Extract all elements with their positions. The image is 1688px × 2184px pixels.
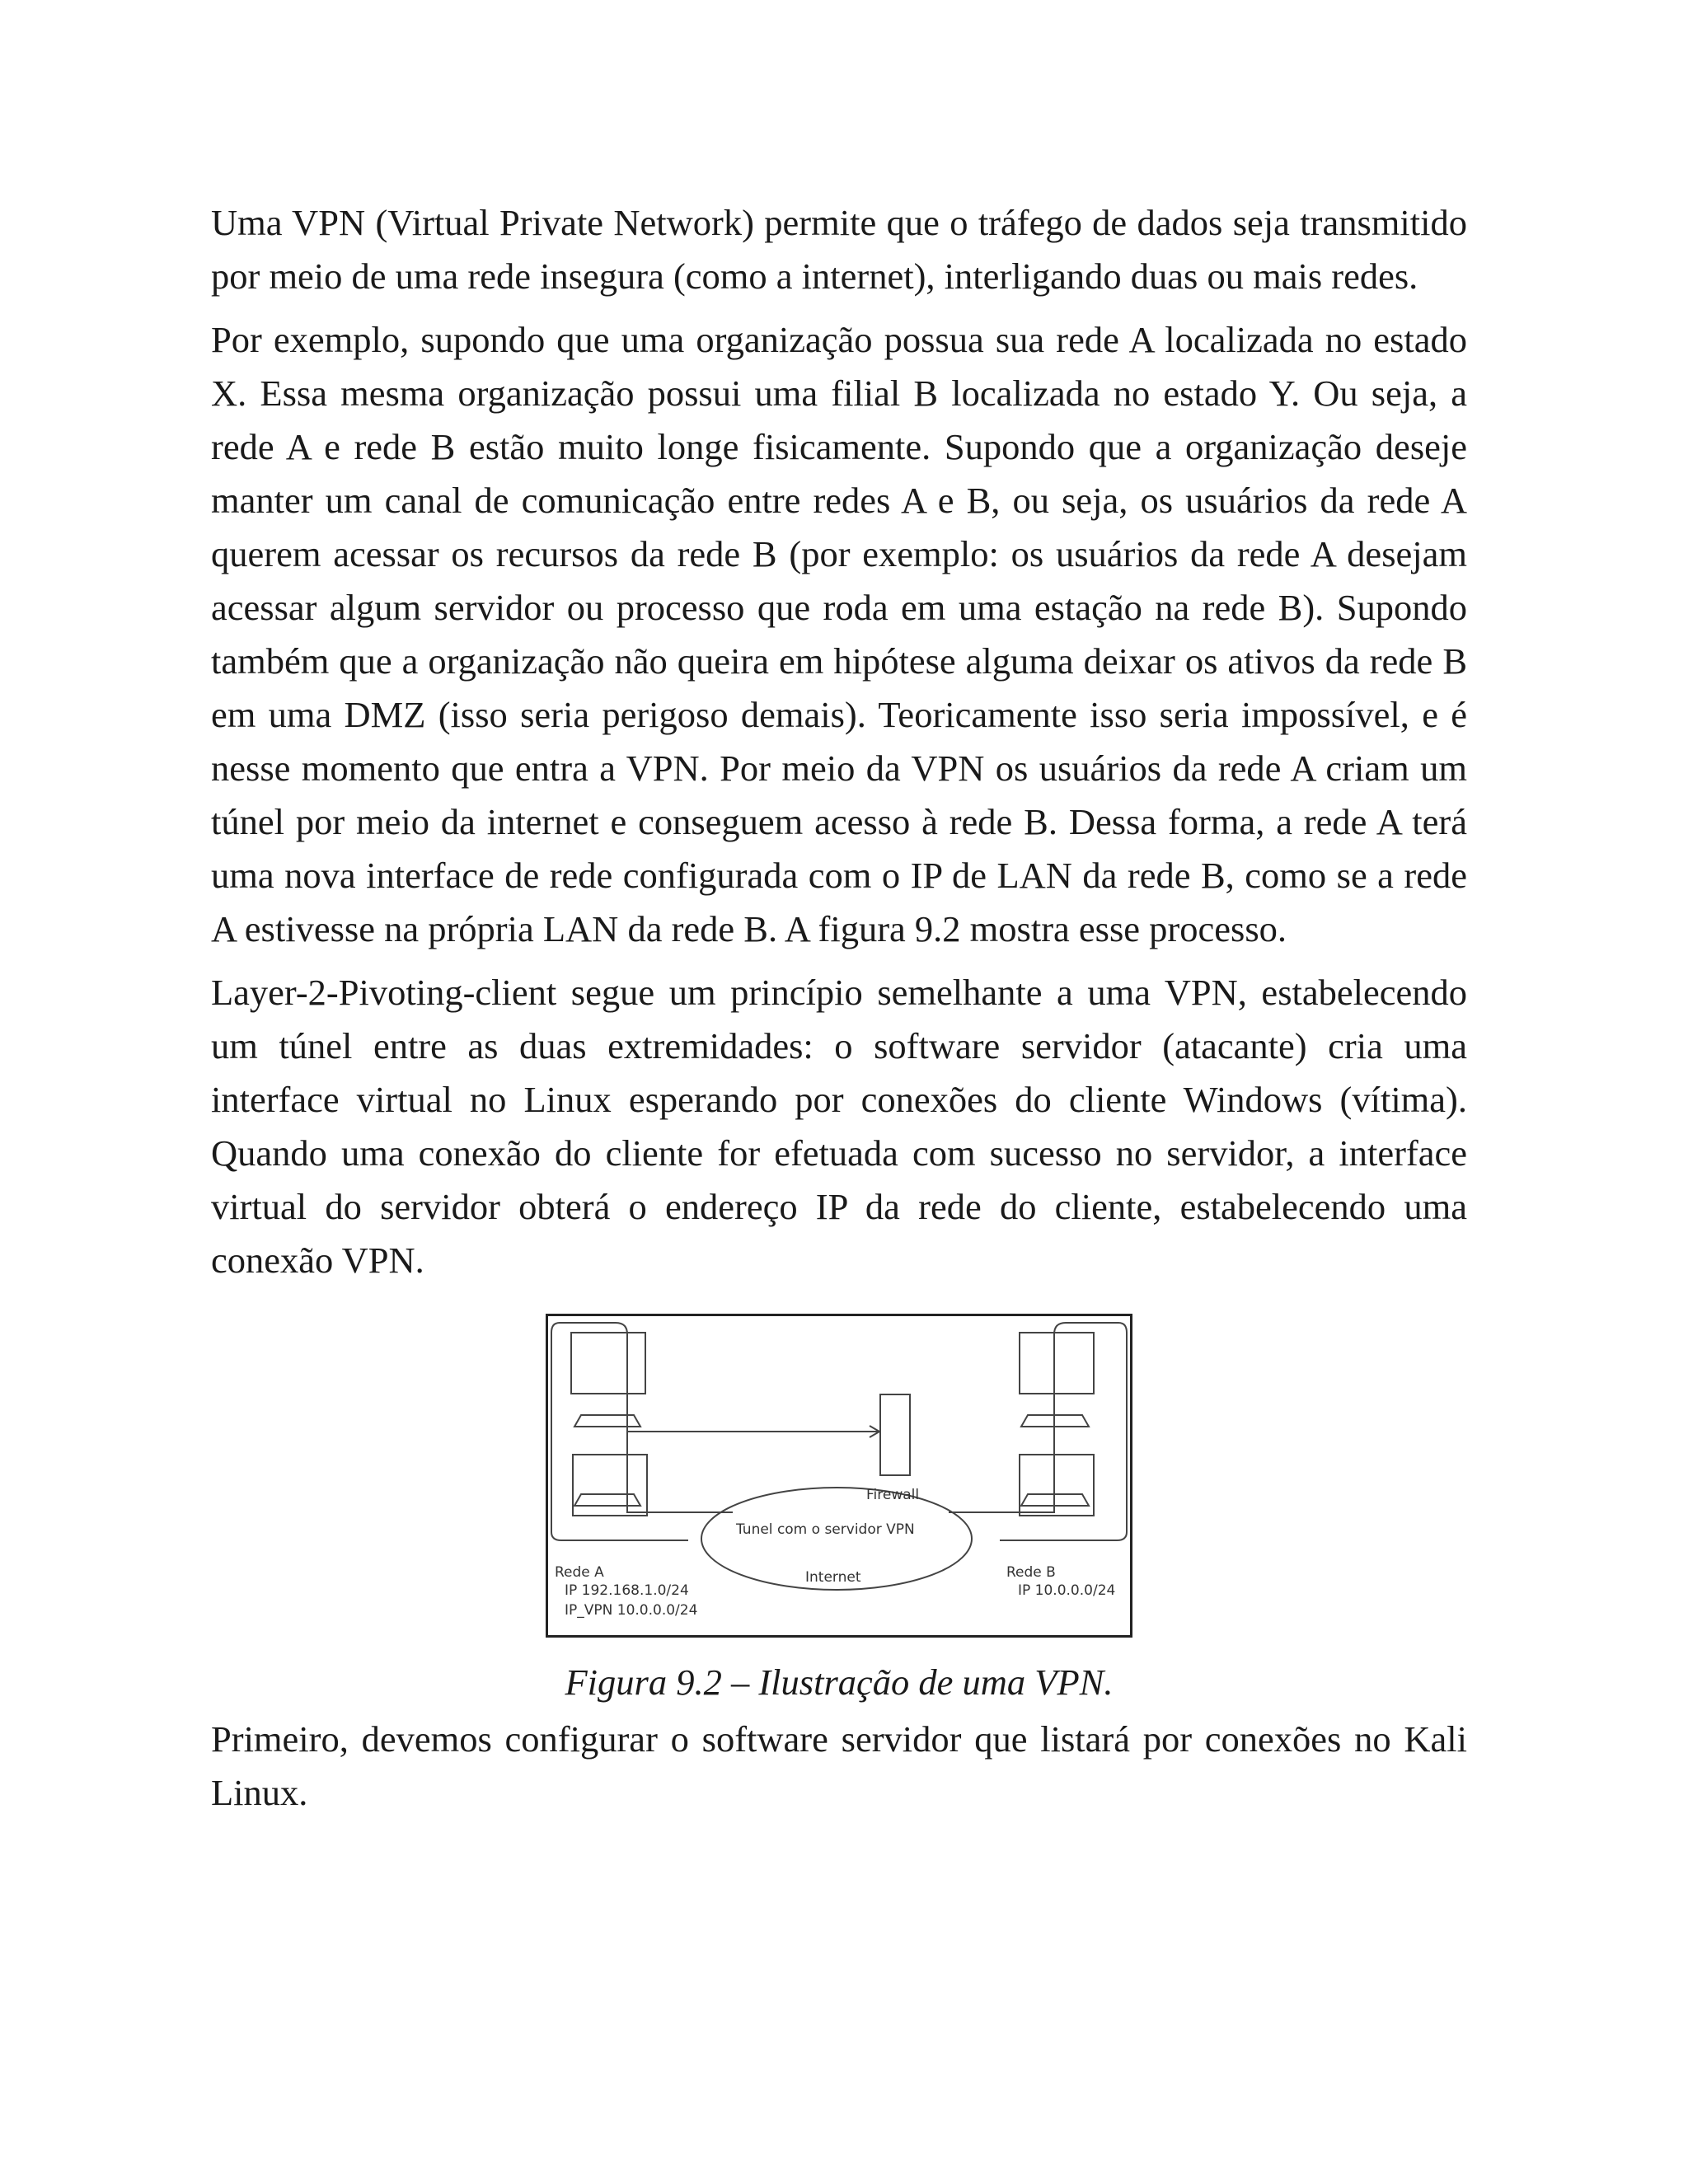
paragraph-vpn-definition: Uma VPN (Virtual Private Network) permite que o tráfego de dados seja transmitido por meio de uma rede insegura (como a internet), interligando duas ou mais redes.	[211, 202, 1467, 297]
paragraph-layer2-pivoting: Layer-2-Pivoting-client segue um princípio semelhante a uma VPN, estabelecendo um túnel entre as duas extremidades: o software servidor (atacante) cria uma interface virtual no Linux esperando por conexões do cliente Windows (vítima). Quando uma conexão do cliente for efetuada com sucesso no servidor, a interface virtual do servidor obterá o endereço IP da rede do cliente, estabelecendo uma conexão VPN.	[211, 972, 1467, 1281]
network-a-ip-vpn: IP_VPN 10.0.0.0/24	[565, 1602, 698, 1619]
vpn-diagram	[548, 1316, 1130, 1635]
tunnel-label: Tunel com o servidor VPN	[736, 1521, 915, 1538]
paragraph-vpn-example: Por exemplo, supondo que uma organização possua sua rede A localizada no estado X. Essa mesma organização possui uma filial B localizada no estado Y. Ou seja, a rede A e rede B estão muito longe fisicamente. Supondo que a organização deseje manter um canal de comunicação entre redes A e B, ou seja, os usuários da rede A querem acessar os recursos da rede B (por exemplo: os usuários da rede A desejam acessar algum servidor ou processo que roda em uma estação na rede B). Supondo também que a organização não queira em hipótese alguma deixar os ativos da rede B em uma DMZ (isso seria perigoso demais). Teoricamente isso seria impossível, e é nesse momento que entra a VPN. Por meio da VPN os usuários da rede A criam um túnel por meio da internet e conseguem acesso à rede B. Dessa forma, a rede A terá uma nova interface de rede configurada com o IP de LAN da rede B, como se a rede A estivesse na própria LAN da rede B. A figura 9.2 mostra esse processo.	[211, 319, 1467, 949]
computer-icon	[571, 1333, 645, 1394]
network-b-ip: IP 10.0.0.0/24	[1018, 1582, 1116, 1599]
firewall-icon	[880, 1394, 910, 1475]
network-b-name: Rede B	[1006, 1564, 1056, 1581]
document-page	[211, 196, 1467, 1830]
paragraph-closing: Primeiro, devemos configurar o software servidor que listará por conexões no Kali Linux.	[211, 1718, 1467, 1813]
internet-label: Internet	[805, 1569, 861, 1586]
network-a-ip: IP 192.168.1.0/24	[565, 1582, 689, 1599]
firewall-label: Firewall	[866, 1487, 920, 1503]
computer-icon	[1020, 1333, 1094, 1394]
figure-caption: Figura 9.2 – Ilustração de uma VPN.	[565, 1661, 1114, 1703]
vpn-diagram-figure	[546, 1314, 1132, 1638]
network-a-name: Rede A	[555, 1564, 604, 1581]
